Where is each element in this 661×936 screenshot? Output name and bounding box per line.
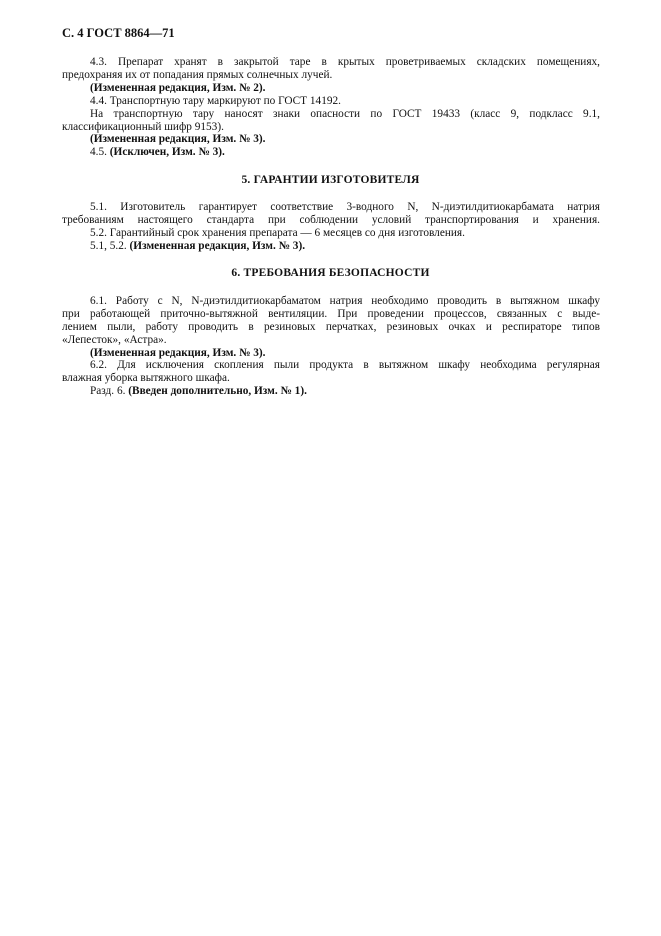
paragraph-6-1: 6.1. Работу с N, N-диэтилдитиокарбаматом натрия необходимо проводить в вытяжном шкафу (90, 295, 600, 307)
paragraph-6-2-cont: влажная уборка вытяжного шкафа. (62, 372, 230, 384)
amendment-note: (Исключен, Изм. № 3). (109, 146, 225, 158)
paragraph-4-5 (90, 146, 600, 159)
paragraph-4-4-b: На транспортную тару наносят знаки опасности по ГОСТ 19433 (класс 9, подкласс 9.1, (90, 108, 600, 120)
amendment-note: (Измененная редакция, Изм. № 2). (90, 82, 266, 94)
section-heading-6: 6. ТРЕБОВАНИЯ БЕЗОПАСНОСТИ (231, 267, 430, 279)
paragraph-4-4: 4.4. Транспортную тару маркируют по ГОСТ 14192. (90, 95, 341, 107)
page-header: С. 4 ГОСТ 8864—71 (62, 26, 175, 40)
amendment-note: (Введен дополнительно, Изм. № 1). (128, 385, 307, 397)
paragraph-number: 4.5. (90, 146, 107, 158)
amendment-note: (Измененная редакция, Изм. № 3). (129, 240, 306, 252)
paragraph-6-2: 6.2. Для исключения скопления пыли продукта в вытяжном шкафу необходима регулярная (90, 359, 600, 371)
paragraph-5-1-cont: требованиям настоящего стандарта при соблюдении условий транспортирования и хранения. (62, 214, 600, 226)
paragraph-4-3: 4.3. Препарат хранят в закрытой таре в крытых проветриваемых складских помещениях, (90, 56, 600, 68)
paragraph-6-1-cont: лением пыли, работу проводить в резиновых перчатках, резиновых очках и респираторе типов (62, 321, 600, 333)
section-heading-5: 5. ГАРАНТИИ ИЗГОТОВИТЕЛЯ (241, 174, 420, 186)
paragraph-4-4-b-cont: классификационный шифр 9153). (62, 121, 224, 133)
paragraph-number: Разд. 6. (90, 385, 126, 397)
amendment-note: (Измененная редакция, Изм. № 3). (90, 347, 266, 359)
paragraph-6-1-cont: «Лепесток», «Астра». (62, 334, 167, 346)
amendment-note: (Измененная редакция, Изм. № 3). (90, 133, 266, 145)
paragraph-4-3-cont: предохраняя их от попадания прямых солнечных лучей. (62, 69, 333, 81)
paragraph-6-1-cont: при работающей приточно-вытяжной вентиляции. При проведении процессов, связанных с выде- (62, 308, 600, 320)
section-6-note (90, 385, 600, 398)
paragraph-5-1: 5.1. Изготовитель гарантирует соответствие 3-водного N, N-диэтилдитиокарбамата натрия (90, 201, 600, 213)
paragraph-5-2: 5.2. Гарантийный срок хранения препарата — 6 месяцев со дня изготовления. (90, 227, 465, 239)
paragraph-number: 5.1, 5.2. (90, 240, 127, 252)
paragraph-5-note (90, 240, 600, 253)
